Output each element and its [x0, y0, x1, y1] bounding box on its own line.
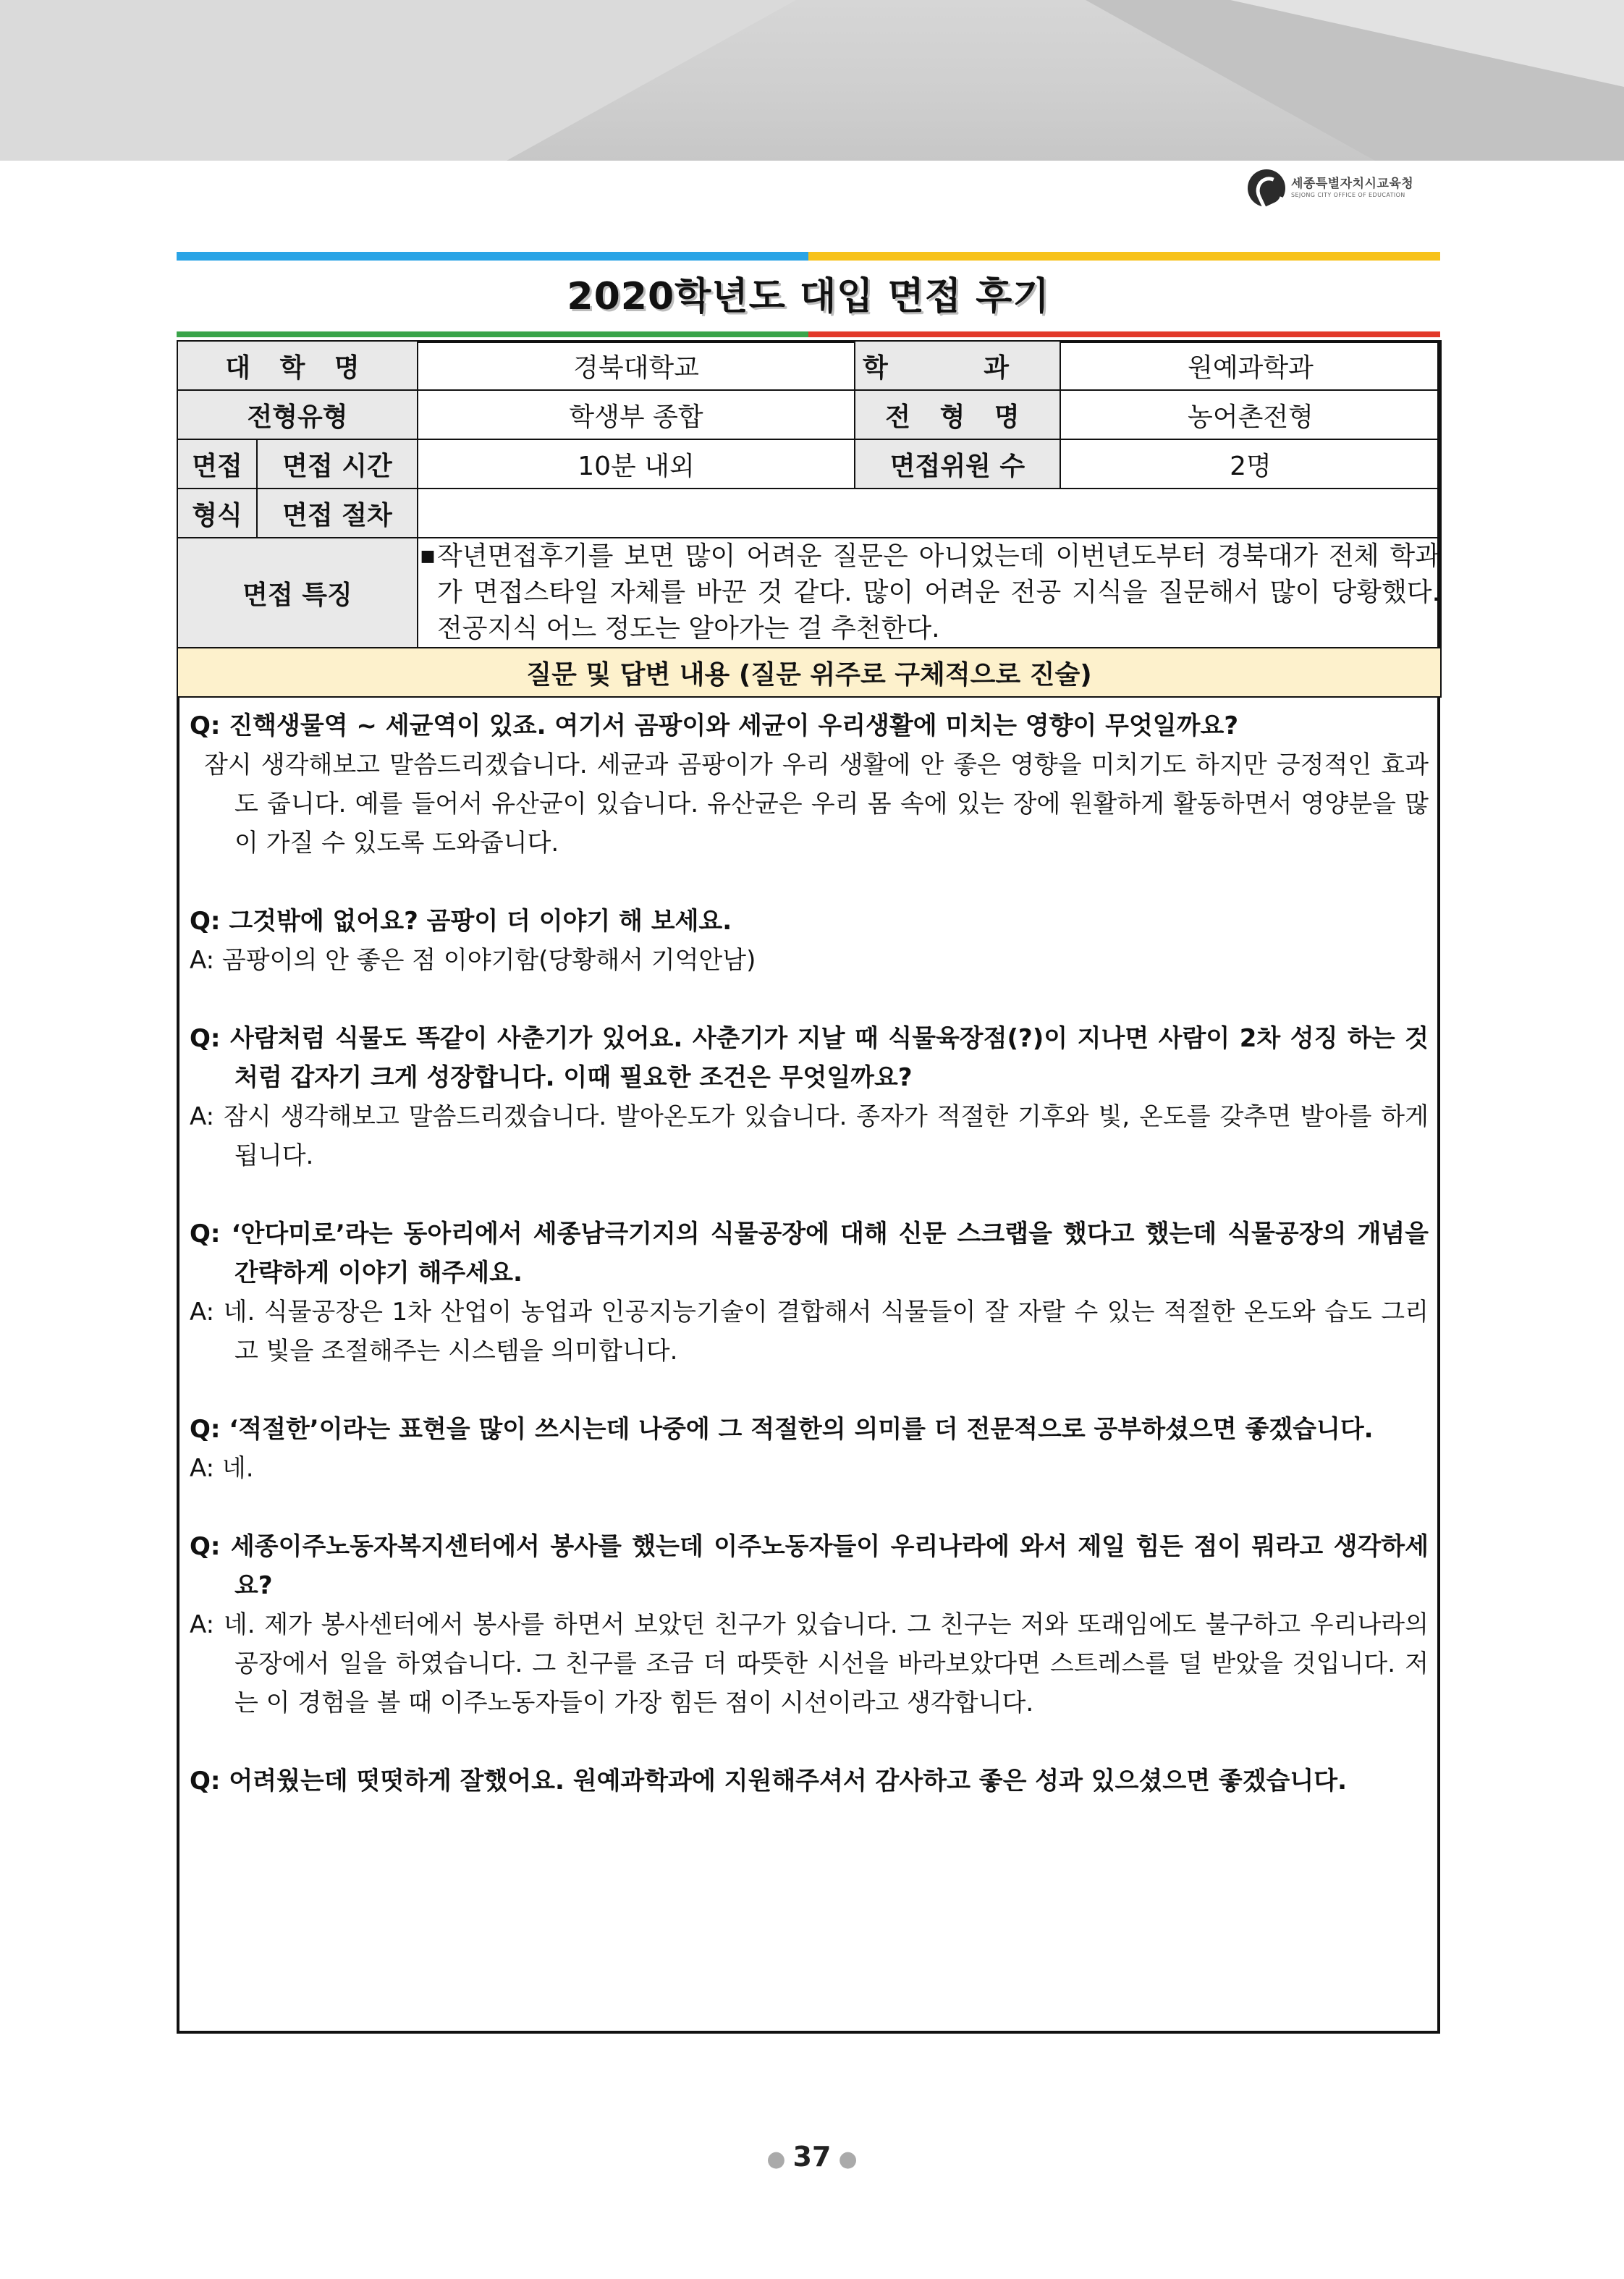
- answer-4: A: 네. 식물공장은 1차 산업이 농업과 인공지능기술이 결합해서 식물들이 잘 자랄 수 있는 적절한 온도와 습도 그리고 빛을 조절해주는 시스템을 의미합니다.: [190, 1298, 1429, 1366]
- answer-6: A: 네. 제가 봉사센터에서 봉사를 하면서 보았던 친구가 있습니다. 그 친구는 저와 또래임에도 불구하고 우리나라의 공장에서 일을 하였습니다. 그 친구를 조금 더 따뜻한 시선을 바라보았다면 스트레스를 덜 받았을 것입니다. 저는 이 경험을 볼 때 이주노동자들이 가장 힘든 점이 시선이라고 생각합니다.: [190, 1610, 1429, 1717]
- procedure-label: 면접 절차: [257, 489, 418, 538]
- page-title: 2020학년도 대입 면접 후기: [567, 275, 1050, 318]
- dot-icon: ●: [766, 2147, 786, 2172]
- university-label: 대 학 명: [177, 341, 418, 390]
- logo-icon: [1248, 169, 1285, 207]
- dot-icon: ●: [838, 2147, 858, 2172]
- format-label-bottom: 형식: [177, 489, 257, 538]
- logo-subtext: SEJONG CITY OFFICE OF EDUCATION: [1291, 192, 1405, 198]
- title-bottom-bar: [177, 331, 1440, 337]
- header-band: [0, 0, 1624, 161]
- square-bullet-icon: ■: [420, 547, 436, 565]
- time-label: 면접 시간: [257, 439, 418, 489]
- procedure-value: [418, 489, 1441, 538]
- type-label: 전형유형: [177, 390, 418, 439]
- qa-section-header: 질문 및 답변 내용 (질문 위주로 구체적으로 진술): [177, 648, 1441, 697]
- features-text: 작년면접후기를 보면 많이 어려운 질문은 아니었는데 이번년도부터 경북대가 전체 학과가 면접스타일 자체를 바꾼 것 같다. 많이 어려운 전공 지식을 질문해서 많이 당황했다. 전공지식 어느 정도는 알아가는 걸 추천한다.: [437, 541, 1440, 643]
- answer-1: 잠시 생각해보고 말씀드리겠습니다. 세균과 곰팡이가 우리 생활에 안 좋은 영향을 미치기도 하지만 긍정적인 효과도 줍니다. 예를 들어서 유산균이 있습니다. 유산균은 우리 몸 속에 있는 장에 원활하게 활동하면서 영양분을 많이 가질 수 있도록 도와줍니다.: [204, 750, 1429, 858]
- question-6: Q: 세종이주노동자복지센터에서 봉사를 했는데 이주노동자들이 우리나라에 와서 제일 힘든 점이 뭐라고 생각하세요?: [190, 1532, 1429, 1600]
- answer-3: A: 잠시 생각해보고 말씀드리겠습니다. 발아온도가 있습니다. 종자가 적절한 기후와 빛, 온도를 갖추면 발아를 하게 됩니다.: [190, 1102, 1429, 1170]
- title-top-bar: [177, 252, 1440, 261]
- answer-2: A: 곰팡이의 안 좋은 점 이야기함(당황해서 기억안남): [190, 946, 756, 975]
- university-value: 경북대학교: [418, 341, 855, 390]
- features-cell: [418, 538, 1441, 648]
- format-label-top: 면접: [177, 439, 257, 489]
- question-7: Q: 어려웠는데 떳떳하게 잘했어요. 원예과학과에 지원해주셔서 감사하고 좋은 성과 있으셨으면 좋겠습니다.: [190, 1767, 1347, 1796]
- page-number-value: 37: [792, 2141, 832, 2173]
- question-4: Q: ‘안다미로’라는 동아리에서 세종남극기지의 식물공장에 대해 신문 스크랩을 했다고 했는데 식물공장의 개념을 간략하게 이야기 해주세요.: [190, 1219, 1429, 1288]
- time-value: 10분 내외: [418, 439, 855, 489]
- type-value: 학생부 종합: [418, 390, 855, 439]
- logo-text: 세종특별자치시교육청: [1291, 177, 1414, 191]
- features-label: 면접 특징: [177, 538, 418, 648]
- page-number: [0, 2141, 1624, 2173]
- question-3: Q: 사람처럼 식물도 똑같이 사춘기가 있어요. 사춘기가 지날 때 식물육장점(?)이 지나면 사람이 2차 성징 하는 것처럼 갑자기 크게 성장합니다. 이때 필요한 조건은 무엇일까요?: [190, 1024, 1429, 1092]
- question-1: Q: 진핵생물역 ~ 세균역이 있죠. 여기서 곰팡이와 세균이 우리생활에 미치는 영향이 무엇일까요?: [190, 711, 1239, 740]
- header-decoration: [0, 0, 1624, 161]
- track-value: 농어촌전형: [1060, 390, 1441, 439]
- track-label: 전 형 명: [855, 390, 1060, 439]
- question-2: Q: 그것밖에 없어요? 곰팡이 더 이야기 해 보세요.: [190, 907, 732, 936]
- interviewers-value: 2명: [1060, 439, 1441, 489]
- education-office-logo: [1248, 168, 1413, 208]
- question-5: Q: ‘적절한’이라는 표현을 많이 쓰시는데 나중에 그 적절한의 의미를 더 전문적으로 공부하셨으면 좋겠습니다.: [190, 1415, 1374, 1444]
- department-label: 학 과: [855, 341, 1060, 390]
- qa-content: [190, 706, 1429, 1801]
- info-table: [177, 340, 1442, 698]
- answer-5: A: 네.: [190, 1454, 254, 1483]
- interviewers-label: 면접위원 수: [855, 439, 1060, 489]
- department-value: 원예과학과: [1060, 341, 1441, 390]
